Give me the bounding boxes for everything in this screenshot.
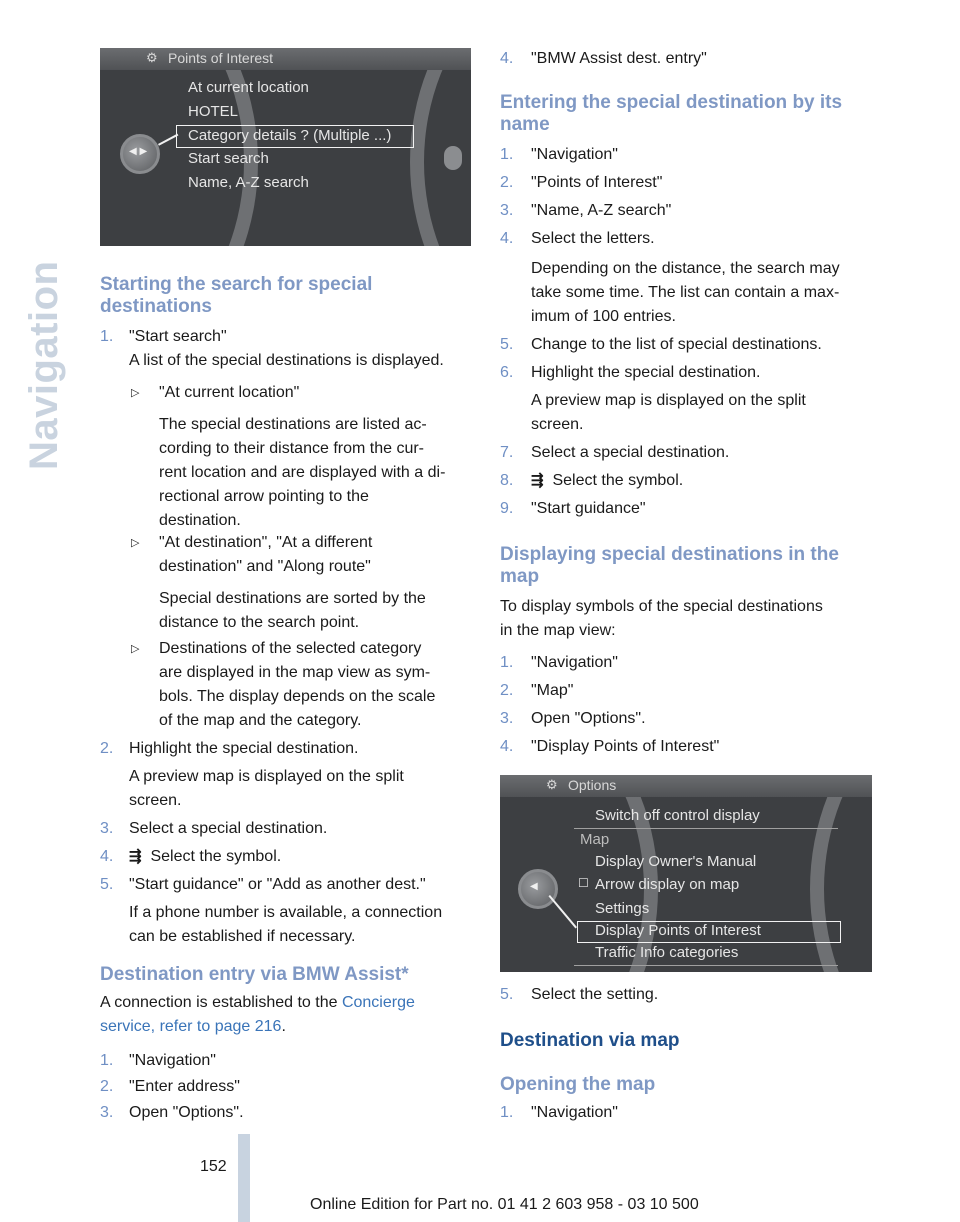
menu-item[interactable]: Start search <box>188 150 269 167</box>
step-text: Open "Options". <box>531 710 646 727</box>
bullet-note: cording to their distance from the cur- <box>159 440 425 457</box>
heading-start-search: Starting the search for special destinations <box>100 274 373 317</box>
step-number: 4. <box>500 50 514 67</box>
step-note: Depending on the distance, the search may <box>531 260 840 277</box>
idrive-screen-options <box>500 775 872 972</box>
step-text: Select the setting. <box>531 986 659 1003</box>
menu-item[interactable]: Switch off control display <box>595 807 760 824</box>
page-reference-link[interactable]: service, refer to page 216 <box>100 1018 282 1035</box>
bullet-note: rectional arrow pointing to the <box>159 488 369 505</box>
paragraph: service, refer to page 216. <box>100 1018 286 1035</box>
step-number: 4. <box>500 738 514 755</box>
heading-display-in-map: Displaying special destinations in the map <box>500 544 839 587</box>
heading-enter-by-name: Entering the special destination by its name <box>500 92 843 135</box>
options-icon: ⚙ <box>146 50 158 65</box>
menu-item[interactable]: At current location <box>188 79 309 96</box>
concierge-link[interactable]: Concierge <box>341 994 415 1011</box>
step-text: "Display Points of Interest" <box>531 738 720 755</box>
bullet-note: distance to the search point. <box>159 614 360 631</box>
bullet-text: are displayed in the map view as sym- <box>159 664 431 681</box>
step-text: Highlight the special destination. <box>531 364 761 381</box>
step-number: 2. <box>100 1078 114 1095</box>
step-note: A list of the special destinations is displayed. <box>129 352 444 369</box>
step-number: 5. <box>500 986 514 1003</box>
bullet-text: Destinations of the selected category <box>159 640 422 657</box>
step-text: Select the letters. <box>531 230 655 247</box>
step-number: 8. <box>500 472 514 489</box>
heading-opening-map: Opening the map <box>500 1074 656 1095</box>
arrow-left-icon: ◀ ▶ <box>129 146 148 157</box>
paragraph: To display symbols of the special destinations <box>500 598 823 615</box>
step-number: 7. <box>500 444 514 461</box>
step-number: 1. <box>100 328 114 345</box>
bullet-text: of the map and the category. <box>159 712 362 729</box>
menu-section-label: Map <box>580 831 610 848</box>
step-text: "BMW Assist dest. entry" <box>531 50 707 67</box>
menu-separator <box>574 965 838 966</box>
menu-item[interactable]: Display Owner's Manual <box>595 853 757 870</box>
step-text: Highlight the special destination. <box>129 740 359 757</box>
step-text: "Name, A-Z search" <box>531 202 672 219</box>
idrive-screen-points-of-interest <box>100 48 471 246</box>
step-text: Open "Options". <box>129 1104 244 1121</box>
step-number: 5. <box>500 336 514 353</box>
step-note: can be established if necessary. <box>129 928 356 945</box>
step-text: "Start guidance" <box>531 500 646 517</box>
step-note: imum of 100 entries. <box>531 308 676 325</box>
step-note: screen. <box>531 416 584 433</box>
bullet-note: destination. <box>159 512 241 529</box>
step-text: "Points of Interest" <box>531 174 663 191</box>
footer-bar <box>238 1134 250 1222</box>
step-text: "Enter address" <box>129 1078 240 1095</box>
step-number: 6. <box>500 364 514 381</box>
step-text: ⇶ Select the symbol. <box>531 472 684 489</box>
heading-bmw-assist: Destination entry via BMW Assist* <box>100 964 409 985</box>
step-text: Select a special destination. <box>129 820 328 837</box>
step-number: 4. <box>100 848 114 865</box>
side-title: Navigation <box>22 260 66 470</box>
step-number: 9. <box>500 500 514 517</box>
step-text: "Navigation" <box>531 146 618 163</box>
step-number: 2. <box>500 682 514 699</box>
step-text: Select a special destination. <box>531 444 730 461</box>
step-number: 1. <box>500 146 514 163</box>
bullet-text: destination" and "Along route" <box>159 558 371 575</box>
screen-header: Points of Interest <box>168 50 274 66</box>
step-note: If a phone number is available, a connection <box>129 904 443 921</box>
step-note: A preview map is displayed on the split <box>531 392 806 409</box>
step-text: "Map" <box>531 682 574 699</box>
menu-item-selected[interactable]: Category details ? (Multiple ...) <box>188 127 392 144</box>
menu-item-selected[interactable]: Display Points of Interest <box>595 922 761 939</box>
menu-item[interactable]: Arrow display on map <box>595 876 740 893</box>
edition-note: Online Edition for Part no. 01 41 2 603 958 - 03 10 500 <box>310 1196 699 1213</box>
paragraph: A connection is established to the Concierge <box>100 994 415 1011</box>
bullet-note: Special destinations are sorted by the <box>159 590 426 607</box>
step-number: 4. <box>500 230 514 247</box>
bullet-triangle-icon: ▷ <box>131 537 140 549</box>
step-number: 3. <box>100 820 114 837</box>
step-number: 1. <box>100 1052 114 1069</box>
side-button <box>444 146 462 170</box>
menu-item[interactable]: HOTEL <box>188 103 239 120</box>
checkbox-icon[interactable]: ☐ <box>578 876 589 890</box>
bullet-text: "At current location" <box>159 384 300 401</box>
guidance-symbol-icon: ⇶ <box>531 472 544 489</box>
options-icon: ⚙ <box>546 777 558 792</box>
heading-destination-via-map: Destination via map <box>500 1030 680 1051</box>
bullet-triangle-icon: ▷ <box>131 387 140 399</box>
arrow-left-icon: ◀ <box>530 881 538 892</box>
bullet-triangle-icon: ▷ <box>131 643 140 655</box>
guidance-symbol-icon: ⇶ <box>129 848 142 865</box>
bullet-text: bols. The display depends on the scale <box>159 688 436 705</box>
paragraph: in the map view: <box>500 622 616 639</box>
step-number: 2. <box>100 740 114 757</box>
step-number: 2. <box>500 174 514 191</box>
step-number: 3. <box>500 710 514 727</box>
step-text: Change to the list of special destinations. <box>531 336 822 353</box>
step-note: take some time. The list can contain a max- <box>531 284 840 301</box>
bullet-note: rent location and are displayed with a di- <box>159 464 446 481</box>
step-number: 5. <box>100 876 114 893</box>
step-text: ⇶ Select the symbol. <box>129 848 282 865</box>
menu-item[interactable]: Traffic Info categories <box>595 944 739 961</box>
menu-item[interactable]: Settings <box>595 900 650 917</box>
bullet-note: The special destinations are listed ac- <box>159 416 427 433</box>
controller-knob <box>518 869 558 909</box>
step-number: 3. <box>500 202 514 219</box>
step-note: A preview map is displayed on the split <box>129 768 404 785</box>
menu-separator <box>574 828 838 829</box>
screen-header: Options <box>568 777 617 793</box>
step-number: 3. <box>100 1104 114 1121</box>
step-text: "Start guidance" or "Add as another dest." <box>129 876 426 893</box>
step-note: screen. <box>129 792 182 809</box>
page-number: 152 <box>200 1158 227 1175</box>
step-number: 1. <box>500 1104 514 1121</box>
menu-item[interactable]: Name, A-Z search <box>188 174 309 191</box>
step-text: "Navigation" <box>531 654 618 671</box>
bullet-text: "At destination", "At a different <box>159 534 373 551</box>
step-text: "Navigation" <box>129 1052 216 1069</box>
step-text: "Start search" <box>129 328 227 345</box>
step-number: 1. <box>500 654 514 671</box>
step-text: "Navigation" <box>531 1104 618 1121</box>
